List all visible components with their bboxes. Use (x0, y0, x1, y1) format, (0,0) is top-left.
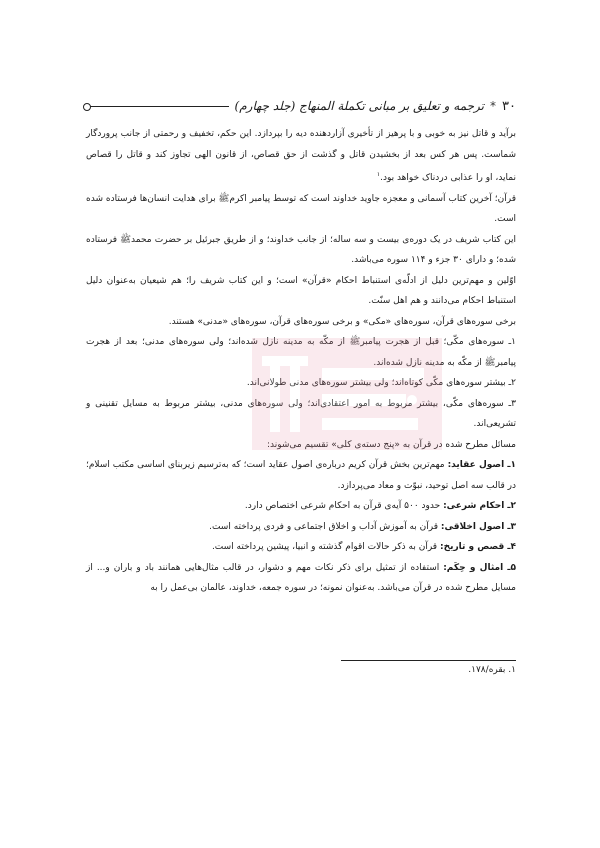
paragraph-6: ۱ـ سوره‌های مکّی؛ قبل از هجرت پیامبرﷺ از مکّه به مدینه نازل شده‌اند؛ ولی سوره‌های مدنی؛ بعد از هجرت پیامبرﷺ از مکّه به مدینه نازل شده‌اند. (86, 337, 516, 368)
list-item-heading: ۴ـ قصص و تاریخ: (439, 542, 516, 552)
running-header (86, 96, 516, 116)
paragraph-text: برآید و قاتل نیز به خوبی و با پرهیز از تأخیری آزاردهنده دیه را بپردازد. این حکم، تخفیف و رحمتی از جانب پروردگار شماست. پس هر کس بعد از بخشیدن قاتل و گذشت از حق قصاص، از قانون الهی تجاوز کند و قاتل را قصاص نماید، او را عذابی دردناک خواهد بود. (86, 129, 516, 183)
list-item-stories (86, 537, 516, 558)
page-number: ۳۰ (502, 98, 516, 114)
paragraph-1 (86, 124, 516, 189)
paragraph-2: قرآن؛ آخرین کتاب آسمانی و معجزه جاوید خداوند است که توسط پیامبر اکرمﷺ برای هدایت انسان‌ها فرستاده شده است. (86, 193, 516, 224)
list-item-text: حدود ۵۰۰ آیه‌ی قرآن به احکام شرعی اختصاص دارد. (244, 501, 444, 511)
running-title: ترجمه و تعلیق بر مبانی تکملة المنهاج (جلد چهارم) (234, 99, 485, 113)
list-item-text: قرآن به ذکر حالات اقوام گذشته و انبیا، پیشین پرداخته است. (211, 542, 440, 552)
list-item-rulings (86, 496, 516, 517)
paragraph-9: مسائل مطرح شده در قرآن به «پنج دسته‌ی کلی» تقسیم می‌شوند: (266, 439, 516, 450)
list-item-heading: ۳ـ اصول اخلاقی: (440, 521, 516, 532)
list-item-heading: ۲ـ احکام شرعی: (443, 501, 516, 511)
list-item-heading: ۱ـ اصول عقاید: (447, 460, 517, 470)
paragraph-4: اوّلین و مهم‌ترین دلیل از ادلّه‌ی استنباط احکام «قرآن» است؛ و این کتاب شریف را؛ هم شیعیان به‌عنوان دلیل استنباط احکام می‌دانند و هم اهل سنّت. (86, 275, 516, 306)
main-text (86, 124, 516, 599)
list-item-text: استفاده از تمثیل برای ذکر نکات مهم و دشوار، در قالب مثال‌هایی همانند باد و باران و... از مسایل مطرح شده در قرآن می‌باشد. به‌عنوان نمونه؛ در سوره جمعه، خداوند، عالمان بی‌عمل را به (86, 562, 516, 593)
paragraph-8: ۳ـ سوره‌های مکّی، بیشتر مربوط به امور اعتقادی‌اند؛ ولی سوره‌های مدنی، بیشتر مربوط به مسایل تقنینی و تشریعی‌اند. (86, 398, 516, 429)
paragraph-5: برخی سوره‌های قرآن، سوره‌های «مکی» و برخی سوره‌های قرآن، سوره‌های «مدنی» هستند. (168, 316, 516, 327)
list-item-heading: ۵ـ امثال و حِکَم: (443, 562, 516, 573)
header-rule (86, 106, 229, 107)
footnote: ۱. بقره/۱۷۸. (468, 665, 516, 675)
list-item-beliefs (86, 455, 516, 496)
star-ornament-icon: * (490, 99, 497, 113)
list-item-parables (86, 558, 516, 599)
footnote-marker: ۱ (376, 171, 381, 178)
list-item-text: قرآن به آموزش آداب و اخلاق اجتماعی و فردی پرداخته است. (209, 521, 441, 532)
paragraph-7: ۲ـ بیشتر سوره‌های مکّی کوتاه‌اند؛ ولی بیشتر سوره‌های مدنی طولانی‌اند. (246, 378, 516, 388)
list-item-text: مهم‌ترین بخش قرآن کریم درباره‌ی اصول عقاید است؛ که به‌ترسیم زیربنای اساسی مکتب اسلام؛ در قالب سه اصل توحید، نبوّت و معاد می‌پردازد. (86, 460, 516, 491)
list-item-ethics (86, 517, 516, 538)
footnote-separator (341, 660, 516, 661)
paragraph-3: این کتاب شریف در یک دوره‌ی بیست و سه ساله؛ از جانب خداوند؛ و از طریق جبرئیل بر حضرت محمدﷺ فرستاده شده؛ و دارای ۳۰ جزء و ۱۱۴ سوره می‌باشد. (86, 234, 516, 265)
